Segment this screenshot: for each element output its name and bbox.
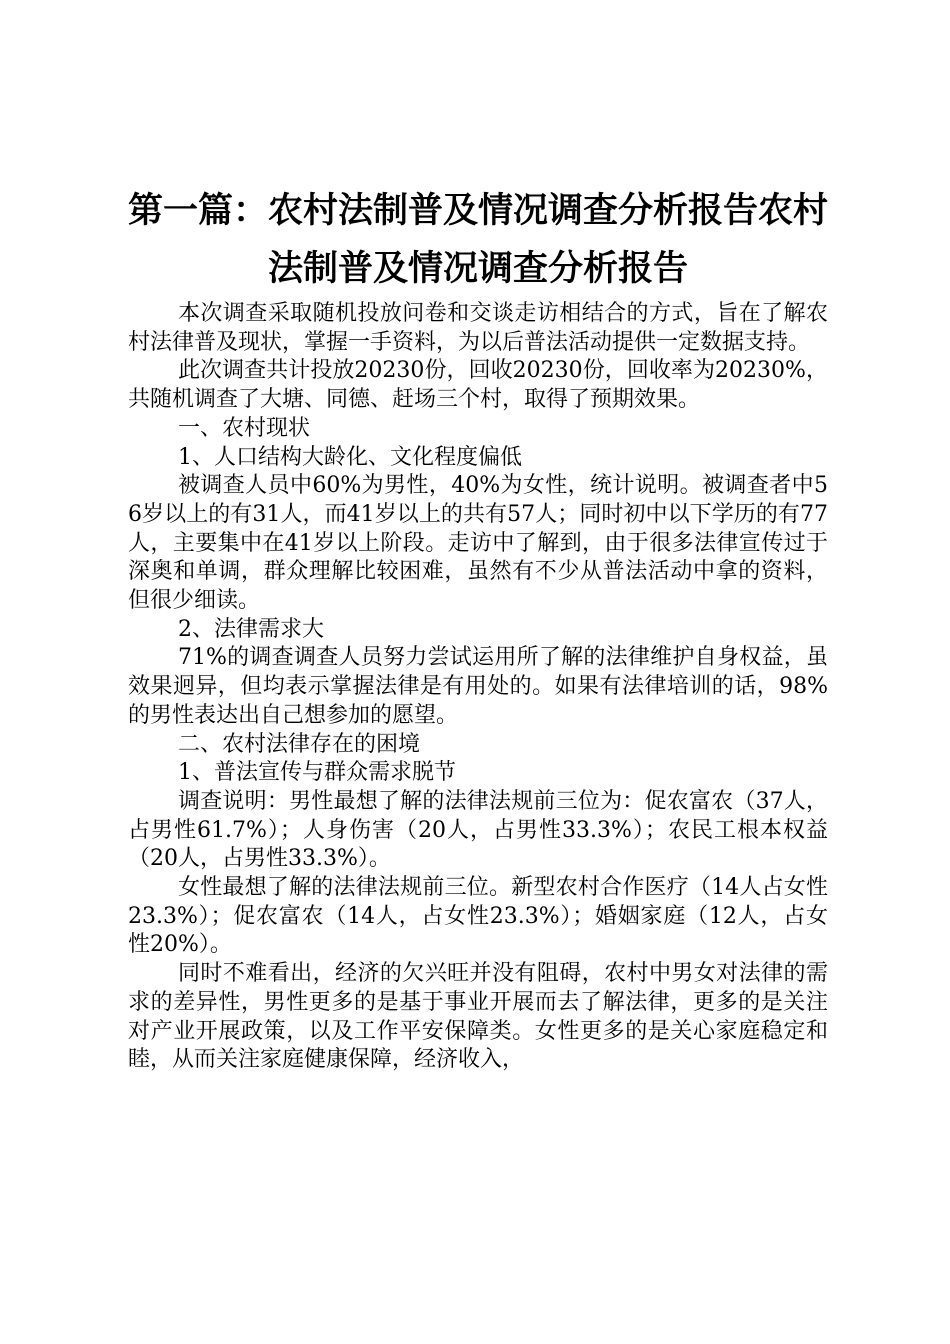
title-line-2: 法制普及情况调查分析报告 — [267, 249, 688, 289]
document-body — [128, 300, 828, 1075]
document-content — [128, 182, 828, 1075]
paragraph-female-needs: 女性最想了解的法律法规前三位。新型农村合作医疗（14人占女性23.3%）；促农富农（14人，占女性23.3%）；婚姻家庭（12人，占女性20%）。 — [128, 875, 828, 958]
subheading-population-structure: 1、人口结构大龄化、文化程度偏低 — [178, 444, 522, 470]
subheading-legal-demand: 2、法律需求大 — [178, 616, 324, 642]
paragraph-intro: 本次调查采取随机投放问卷和交谈走访相结合的方式，旨在了解农村法律普及现状，掌握一手资料，为以后普法活动提供一定数据支持。 — [128, 301, 828, 355]
section-heading-legal-difficulties: 二、农村法律存在的困境 — [178, 731, 421, 757]
paragraph-gender-differences: 同时不难看出，经济的欠兴旺并没有阻碍，农村中男女对法律的需求的差异性，男性更多的是基于事业开展而去了解法律，更多的是关注对产业开展政策，以及工作平安保障类。女性更多的是关心家庭稳定和睦，从而关注家庭健康保障，经济收入， — [128, 961, 828, 1073]
paragraph-legal-demand: 71%的调查调查人员努力尝试运用所了解的法律维护自身权益，虽效果迥异，但均表示掌握法律是有用处的。如果有法律培训的话，98%的男性表达出自己想参加的愿望。 — [128, 645, 828, 728]
subheading-publicity-gap: 1、普法宣传与群众需求脱节 — [178, 760, 456, 786]
paragraph-male-needs: 调查说明：男性最想了解的法律法规前三位为：促农富农（37人，占男性61.7%）；人身伤害（20人，占男性33.3%）；农民工根本权益（20人，占男性33.3%）。 — [128, 788, 828, 872]
section-heading-rural-status: 一、农村现状 — [178, 415, 311, 441]
title-line-1: 第一篇：农村法制普及情况调查分析报告农村 — [128, 191, 829, 231]
document-title — [128, 182, 828, 298]
paragraph-population-details: 被调查人员中60%为男性，40%为女性，统计说明。被调查者中56岁以上的有31人，而41岁以上的共有57人；同时初中以下学历的有77人，主要集中在41岁以上阶段。走访中了解到，由于很多法律宣传过于深奥和单调，群众理解比较困难，虽然有不少从普法活动中拿的资料，但很少细读。 — [128, 473, 828, 614]
paragraph-survey-scope: 此次调查共计投放20230份，回收20230份，回收率为20230%，共随机调查了大塘、同德、赶场三个村，取得了预期效果。 — [128, 358, 828, 413]
